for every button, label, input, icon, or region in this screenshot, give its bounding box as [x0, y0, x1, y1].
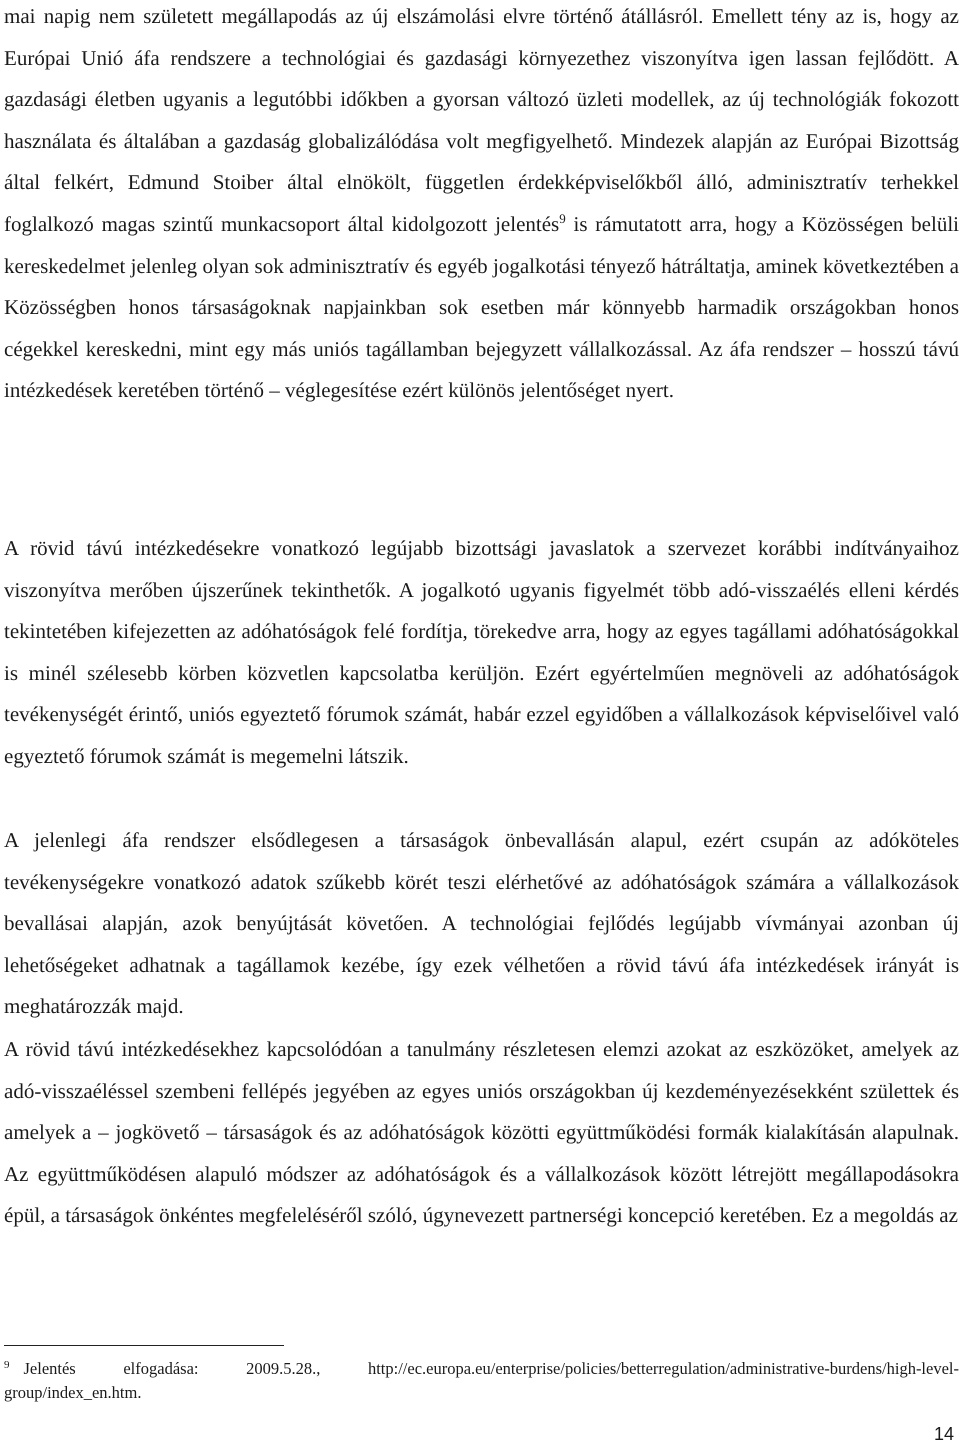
body-paragraph-3: A jelenlegi áfa rendszer elsődlegesen a társaságok önbevallásán alapul, ezért csupán az adóköteles tevékenységekre vonatkozó adatok szűkebb körét teszi elérhetővé az adóhatóságok számára a vállalkozások bevallásai alapján, azok benyújtását követően. A technológiai fejlődés legújabb vívmányai azonban új lehetőségeket adhatnak a tagállamok kezébe, így ezek vélhetően a rövid távú áfa intézkedések irányát is meghatározzák majd.: [4, 828, 959, 1019]
page-number: 14: [933, 1424, 954, 1444]
footnote-reference[interactable]: 9: [559, 210, 566, 226]
footnote: [4, 1357, 959, 1405]
paragraph-text: is rámutatott arra, hogy a Közösségen belüli kereskedelmet jelenleg olyan sok adminisztratív és egyéb jogalkotási tényező hátráltatja, aminek következtében a Közösségben honos társaságoknak napjainkban sok esetben már könnyebb harmadik országokban honos cégekkel kereskedni, mint egy más uniós tagállamban bejegyzett vállalkozással. Az áfa rendszer – hosszú távú intézkedések keretében történő – véglegesítése ezért különös jelentőséget nyert.: [4, 211, 959, 403]
footnote-text: Jelentés elfogadása: 2009.5.28., http://ec.europa.eu/enterprise/policies/betterregulation/administrative-burdens/high-level-group/index_en.htm.: [4, 1359, 959, 1402]
body-paragraph-4: A rövid távú intézkedésekhez kapcsolódóan a tanulmány részletesen elemzi azokat az eszközöket, amelyek az adó-visszaéléssel szembeni fellépés jegyében az egyes uniós országokban új kezdeményezésekként születtek és amelyek a – jogkövető – társaságok és az adóhatóságok közötti együttműködési formák kialakításán alapulnak. Az együttműködésen alapuló módszer az adóhatóságok és a vállalkozások között létrejött megállapodásokra épül, a társaságok önkéntes megfeleléséről szóló, úgynevezett partnerségi koncepció keretében. Ez a megoldás az: [4, 1037, 959, 1228]
body-paragraph-1: [4, 0, 959, 412]
paragraph-text: mai napig nem született megállapodás az új elszámolási elvre történő átállásról. Emellett tény az is, hogy az Európai Unió áfa rendszere a technológiai és gazdasági környezethez viszonyítva igen lassan fejlődött. A gazdasági életben ugyanis a legutóbbi időkben a gyorsan változó üzleti modellek, az új technológiák fokozott használata és általában a gazdaság globalizálódása volt megfigyelhető. Mindezek alapján az Európai Bizottság által felkért, Edmund Stoiber által elnökölt, független érdekképviselőkből álló, adminisztratív terhekkel foglalkozó magas szintű munkacsoport által kidolgozott jelentés: [4, 4, 959, 236]
footnote-number: 9: [4, 1358, 10, 1371]
body-paragraph-2: A rövid távú intézkedésekre vonatkozó legújabb bizottsági javaslatok a szervezet korábbi indítványaihoz viszonyítva merőben újszerűnek tekinthetők. A jogalkotó ugyanis figyelmét több adó-visszaélés elleni kérdés tekintetében kifejezetten az adóhatóságok felé fordítja, törekedve arra, hogy az egyes tagállami adóhatóságokkal is minél szélesebb körben közvetlen kapcsolatba kerüljön. Ezért egyértelműen megnöveli az adóhatóságok tevékenységét érintő, uniós egyeztető fórumok számát, habár ezzel egyidőben a vállalkozások képviselőivel való egyeztető fórumok számát is megemelni látszik.: [4, 536, 959, 768]
footnote-separator: [4, 1345, 284, 1346]
